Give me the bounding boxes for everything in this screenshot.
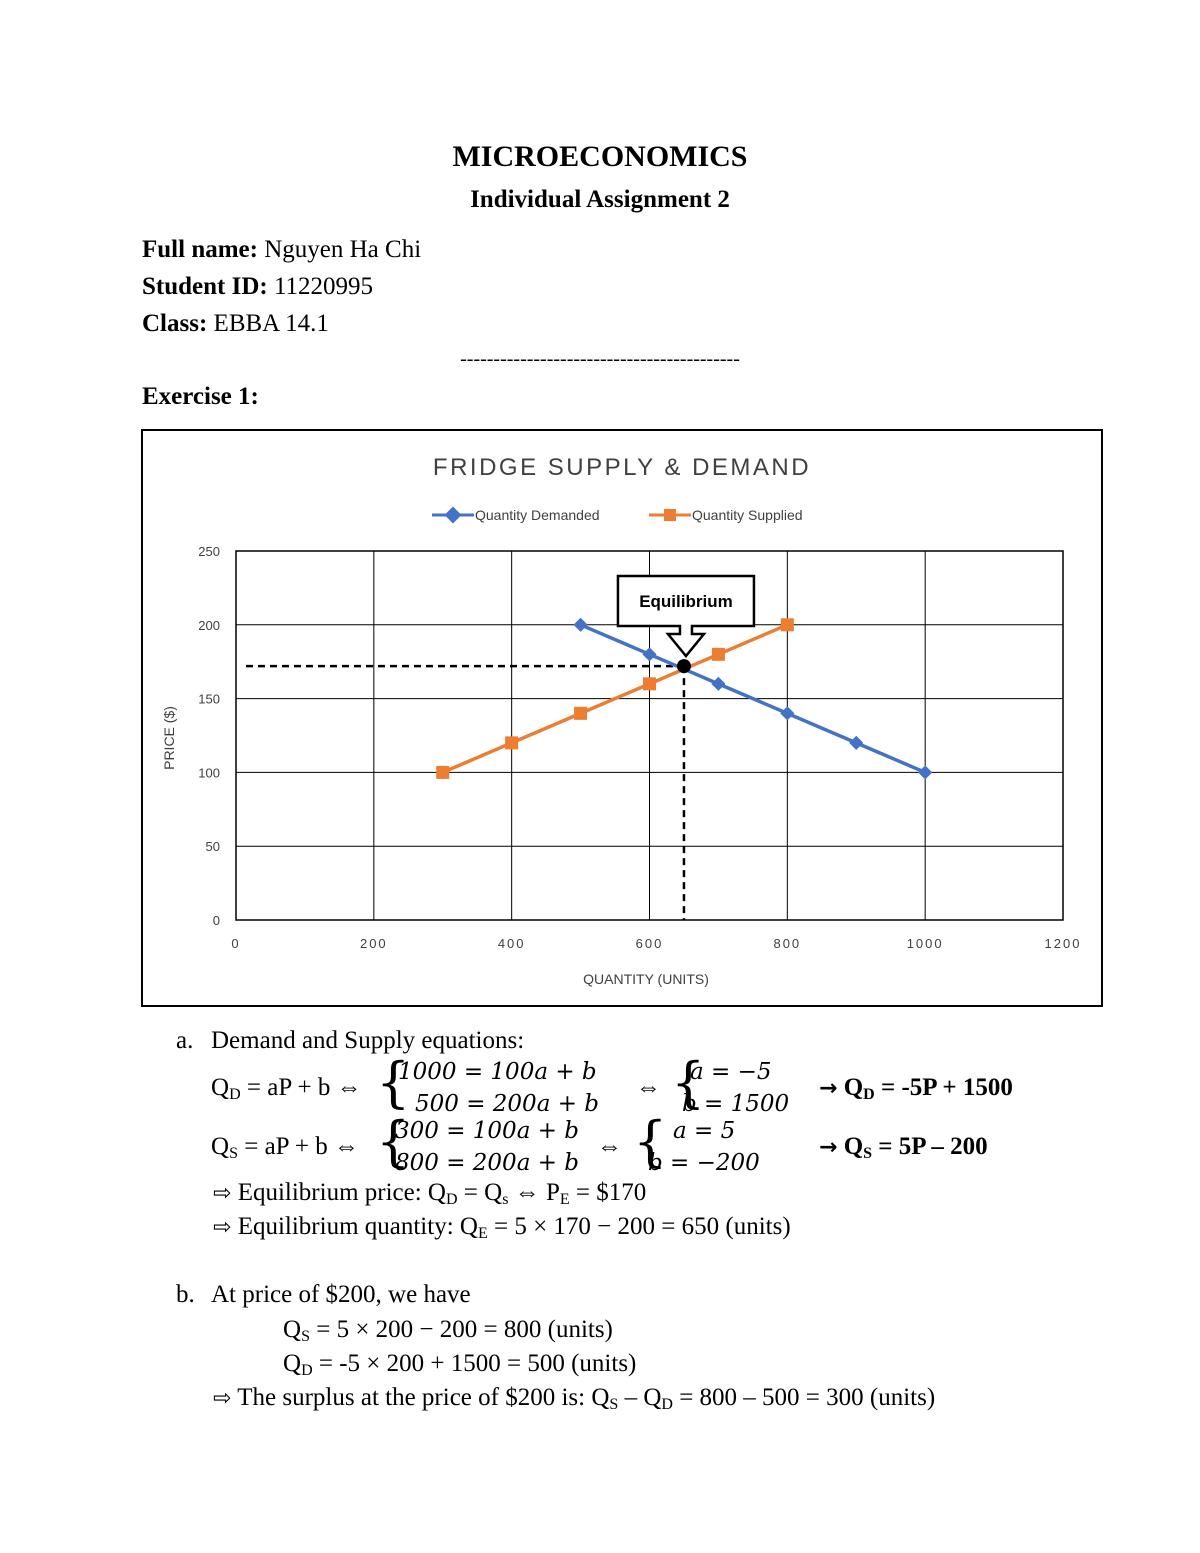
student-id-value: 11220995 (267, 273, 374, 300)
surplus-sub-s: S (609, 1396, 619, 1413)
data-point-demand-1 (642, 647, 656, 661)
qd-result-arrow: → (819, 1076, 838, 1101)
qd-system1-bottom: 500 = 200a + b (415, 1091, 600, 1117)
x-tick-label-1000: 1000 (906, 936, 944, 951)
supply-demand-chart (143, 431, 1101, 1005)
document-subtitle: Individual Assignment 2 (470, 186, 730, 213)
equilibrium-callout-box (618, 576, 754, 656)
y-tick-label-250: 250 (198, 544, 220, 559)
student-id-line (142, 273, 373, 301)
full-name-value: Nguyen Ha Chi (257, 236, 422, 263)
full-name-line (142, 236, 421, 264)
eq-qty-sub-e: E (477, 1225, 488, 1242)
bullet-arrow-icon: ⇨ (213, 1386, 232, 1411)
qs-result-subscript: S (863, 1145, 873, 1162)
qd-form: = aP + b ⇔ (240, 1074, 362, 1101)
class-line (142, 310, 329, 338)
eq-price-sub-d: D (445, 1191, 458, 1208)
qd-result-symbol: Q (843, 1074, 864, 1101)
x-tick-label-400: 400 (497, 936, 526, 951)
qs-symbol: Q (211, 1133, 230, 1160)
equilibrium-callout (618, 576, 754, 656)
exercise-title: Exercise 1: (142, 383, 259, 410)
qs-system1-top: 300 = 100a + b (395, 1118, 580, 1144)
class-label: Class: (142, 310, 208, 337)
part-b-label: b. (176, 1281, 195, 1308)
surplus-mid: – Q (618, 1384, 662, 1411)
qs-result (819, 1133, 988, 1161)
data-point-demand-2 (711, 677, 725, 691)
qd-system2-bottom: b = 1500 (682, 1091, 790, 1117)
x-axis-label: QUANTITY (UNITS) (583, 971, 709, 987)
qd-result (819, 1074, 1013, 1102)
qd-system2-brace: { (671, 1051, 706, 1114)
qs-iff: ⇔ (597, 1133, 622, 1160)
qd-system2-top: a = −5 (690, 1059, 772, 1085)
x-tick-label-0: 0 (231, 936, 241, 951)
qs-system2-bottom: b = −200 (648, 1150, 760, 1176)
data-point-supply-2 (574, 707, 587, 720)
full-name-label: Full name: (142, 236, 258, 263)
x-tick-label-600: 600 (635, 936, 664, 951)
y-tick-label-0: 0 (212, 913, 220, 928)
data-point-demand-4 (849, 736, 863, 750)
chart-title: FRIDGE SUPPLY & DEMAND (432, 454, 812, 481)
data-point-demand-5 (918, 765, 932, 779)
chart-legend (432, 507, 803, 524)
qd-subscript: D (229, 1086, 241, 1103)
x-tick-label-1200: 1200 (1044, 936, 1082, 951)
eq-qty-text: Equilibrium quantity: Q (237, 1213, 478, 1240)
legend-label-supply: Quantity Supplied (692, 507, 803, 523)
equilibrium-price-line (213, 1179, 646, 1207)
bullet-arrow-icon: ⇨ (213, 1181, 232, 1206)
y-tick-label-50: 50 (205, 839, 220, 855)
y-tick-label-150: 150 (198, 691, 220, 707)
equilibrium-callout-label: Equilibrium (639, 592, 733, 611)
y-tick-label-200: 200 (198, 617, 220, 633)
qs-system2-top: a = 5 (673, 1118, 736, 1144)
student-id-label: Student ID: (142, 273, 268, 300)
data-point-supply-3 (643, 677, 656, 690)
qs-system1-brace: { (376, 1110, 411, 1173)
y-axis-label: PRICE ($) (161, 706, 177, 770)
equilibrium-point (677, 659, 691, 673)
legend-item-demand (432, 507, 600, 524)
qs-at-200-symbol: Q (283, 1316, 302, 1343)
qs-result-symbol: Q (843, 1133, 864, 1160)
surplus-sub-d: D (661, 1396, 673, 1413)
qd-iff: ⇔ (636, 1074, 661, 1101)
part-a-heading: Demand and Supply equations: (211, 1027, 525, 1054)
document-title: MICROECONOMICS (452, 140, 748, 173)
eq-price-mid: = Q (457, 1179, 503, 1206)
legend-label-demand: Quantity Demanded (475, 507, 600, 523)
y-tick-label-100: 100 (198, 765, 220, 781)
separator-line: ------------------------------------------ (460, 348, 740, 370)
eq-price-sub-e: E (559, 1191, 570, 1208)
qd-symbol: Q (211, 1074, 230, 1101)
qs-at-200-line (283, 1316, 613, 1344)
class-value: EBBA 14.1 (207, 310, 329, 337)
eq-qty-value: = 5 × 170 − 200 = 650 (units) (487, 1213, 791, 1240)
x-tick-label-200: 200 (359, 936, 388, 951)
equilibrium-quantity-line (213, 1213, 791, 1241)
qd-at-200-value: = -5 × 200 + 1500 = 500 (units) (312, 1350, 637, 1377)
data-point-supply-1 (505, 736, 518, 749)
part-a-label: a. (176, 1027, 194, 1054)
qd-at-200-sub: D (301, 1362, 313, 1379)
data-point-supply-0 (436, 766, 449, 779)
qd-at-200-line (283, 1350, 636, 1378)
equilibrium-reference-lines (246, 666, 684, 920)
chart-frame (141, 429, 1103, 1007)
data-point-supply-5 (781, 618, 794, 631)
qd-result-formula: = -5P + 1500 (874, 1074, 1013, 1101)
qd-result-subscript: D (863, 1086, 875, 1103)
legend-item-supply (649, 507, 803, 523)
part-b-heading: At price of $200, we have (211, 1281, 471, 1308)
data-point-demand-3 (780, 706, 794, 720)
qd-equation-lhs (211, 1074, 362, 1102)
data-point-supply-4 (712, 648, 725, 661)
eq-price-sub-s: s (502, 1191, 509, 1208)
qs-system1-bottom: 800 = 200a + b (395, 1150, 580, 1176)
qs-form: = aP + b ⇔ (237, 1133, 359, 1160)
qd-at-200-symbol: Q (283, 1350, 302, 1377)
eq-price-mid2: ⇔ P (508, 1179, 560, 1206)
qd-system1-brace: { (376, 1051, 411, 1114)
qs-subscript: S (229, 1145, 238, 1162)
surplus-text: The surplus at the price of $200 is: Q (237, 1384, 610, 1411)
qs-result-formula: = 5P – 200 (872, 1133, 988, 1160)
qs-at-200-value: = 5 × 200 − 200 = 800 (units) (309, 1316, 613, 1343)
qs-equation-lhs (211, 1133, 359, 1161)
surplus-value: = 800 – 500 = 300 (units) (672, 1384, 936, 1411)
surplus-line (213, 1384, 935, 1412)
bullet-arrow-icon: ⇨ (213, 1215, 232, 1240)
qd-system1-top: 1000 = 100a + b (398, 1059, 597, 1085)
eq-price-value: = $170 (569, 1179, 647, 1206)
qs-system2-brace: { (633, 1110, 668, 1173)
qs-result-arrow: → (819, 1135, 838, 1160)
data-point-demand-0 (574, 618, 588, 632)
eq-price-text: Equilibrium price: Q (237, 1179, 446, 1206)
qs-at-200-sub: S (301, 1328, 310, 1345)
x-tick-label-800: 800 (773, 936, 802, 951)
